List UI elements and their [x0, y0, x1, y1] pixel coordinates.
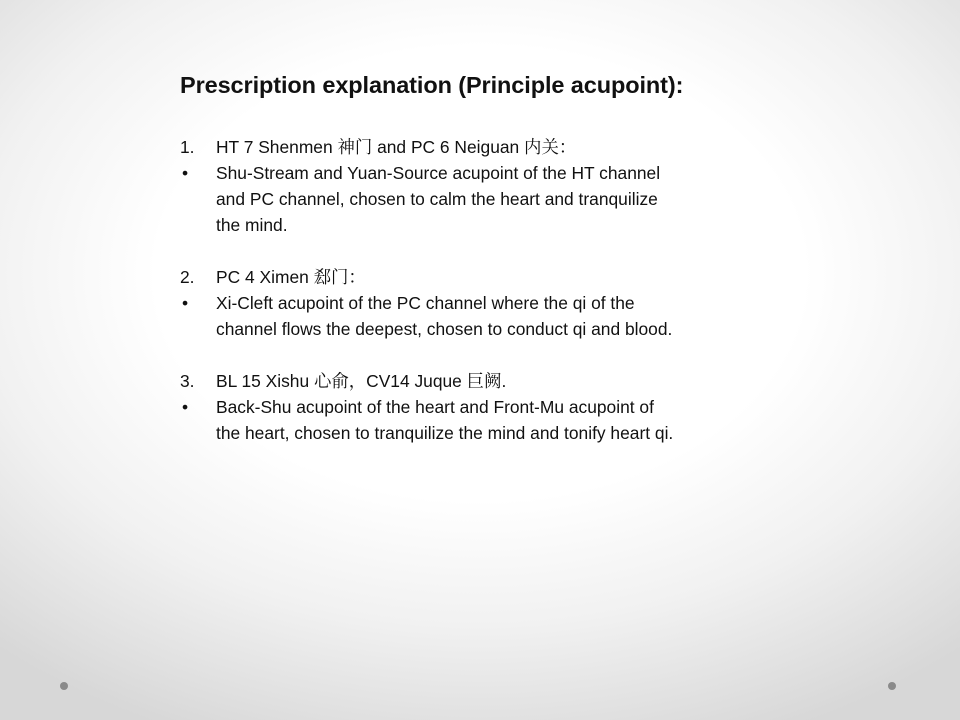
list-item-bullet-row [180, 160, 800, 238]
list-item [180, 134, 800, 238]
item-heading: BL 15 Xishu 心俞，CV14 Juque 巨阙. [216, 371, 507, 391]
item-description: Shu-Stream and Yuan-Source acupoint of the HT channel and PC channel, chosen to calm the heart and tranquilize the mind. [216, 163, 661, 235]
list-item-bullet-row [180, 394, 800, 446]
item-heading: HT 7 Shenmen 神门 and PC 6 Neiguan 内关： [216, 137, 577, 157]
list-item-heading-row [180, 264, 800, 290]
list-item [180, 264, 800, 342]
item-description: Xi-Cleft acupoint of the PC channel where the qi of the channel flows the deepest, chosen to conduct qi and blood. [216, 293, 673, 339]
list-item [180, 368, 800, 446]
decorative-dot-right-icon [888, 682, 896, 690]
list-item-bullet-row [180, 290, 800, 342]
list-item-heading-row [180, 134, 800, 160]
item-number: 1. [180, 137, 195, 157]
bullet-icon: • [182, 163, 189, 183]
item-number: 2. [180, 267, 195, 287]
slide-content [180, 134, 800, 472]
item-number: 3. [180, 371, 195, 391]
item-heading: PC 4 Ximen 郄门： [216, 267, 366, 287]
bullet-icon: • [182, 293, 189, 313]
item-description: Back-Shu acupoint of the heart and Front-Mu acupoint of the heart, chosen to tranquilize the mind and tonify heart qi. [216, 397, 674, 443]
slide-title: Prescription explanation (Principle acupoint): [180, 72, 684, 98]
bullet-icon: • [182, 397, 189, 417]
list-item-heading-row [180, 368, 800, 394]
decorative-dot-left-icon [60, 682, 68, 690]
